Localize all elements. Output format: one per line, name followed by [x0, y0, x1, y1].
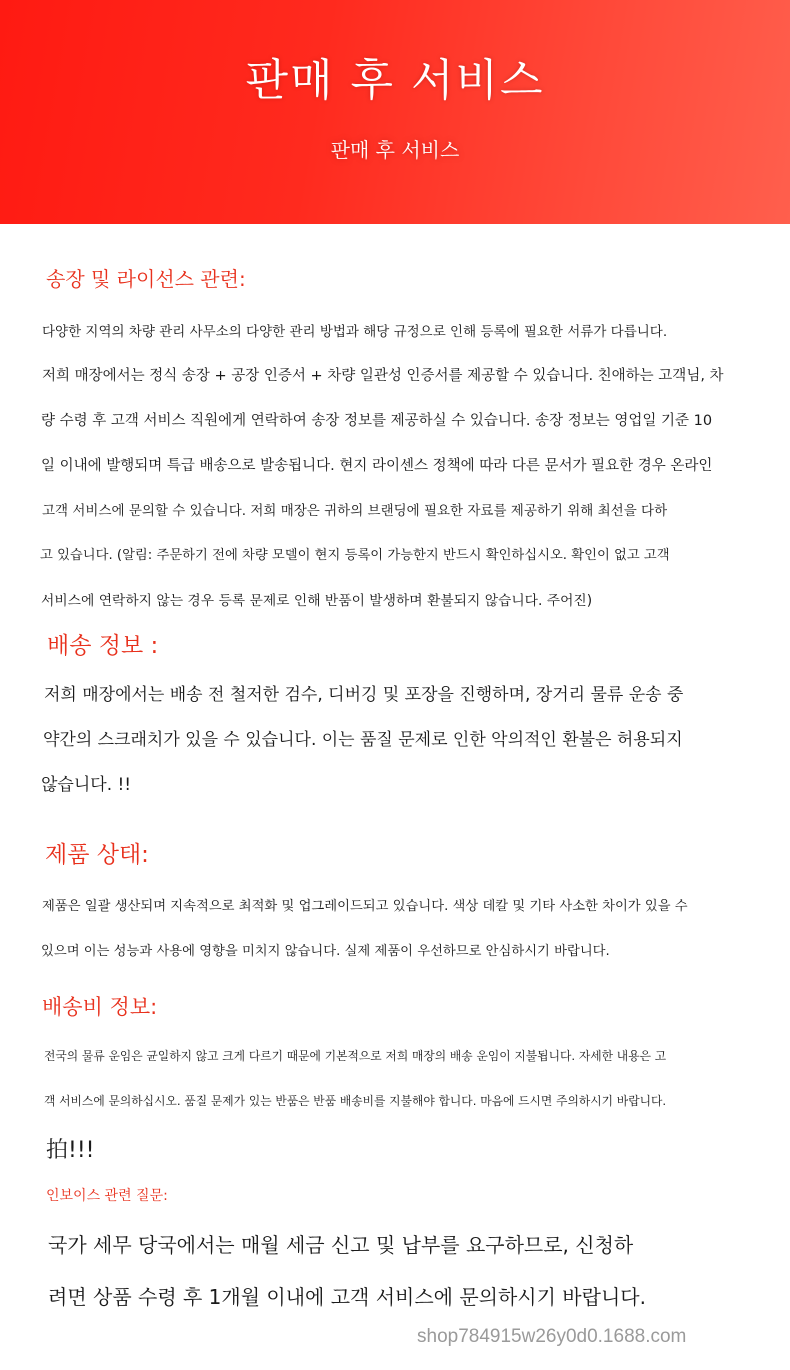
paragraph-line: 제품은 일괄 생산되며 지속적으로 최적화 및 업그레이드되고 있습니다. 색상 데칼 및 기타 사소한 차이가 있을 수	[42, 899, 688, 914]
paragraph-line: 저희 매장에서는 정식 송장 + 공장 인증서 + 차량 일관성 인증서를 제공할 수 있습니다. 친애하는 고객님, 차	[42, 368, 724, 384]
paragraph-line: 전국의 물류 운임은 균일하지 않고 크게 다르기 때문에 기본적으로 저희 매장의 배송 운임이 지불됩니다. 자세한 내용은 고	[44, 1049, 667, 1063]
header-banner	[0, 0, 790, 224]
section-heading-invoice-questions: 인보이스 관련 질문:	[46, 1188, 168, 1204]
paragraph-line: 객 서비스에 문의하십시오. 품질 문제가 있는 반품은 반품 배송비를 지불해야 합니다. 마음에 드시면 주의하시기 바랍니다.	[44, 1094, 667, 1108]
section-heading-shipping-fee: 배송비 정보:	[42, 995, 158, 1019]
paragraph-line: 약간의 스크래치가 있을 수 있습니다. 이는 품질 문제로 인한 악의적인 환불은 허용되지	[43, 730, 683, 750]
paragraph-line: 서비스에 연락하지 않는 경우 등록 문제로 인해 반품이 발생하며 환불되지 않습니다. 주어진)	[41, 593, 593, 609]
section-heading-product-condition: 제품 상태:	[45, 842, 149, 868]
shop-watermark: shop784915w26y0d0.1688.com	[417, 1326, 687, 1347]
paragraph-line: 저희 매장에서는 배송 전 철저한 검수, 디버깅 및 포장을 진행하며, 장거리 물류 운송 중	[44, 685, 684, 705]
paragraph-line: 일 이내에 발행되며 특급 배송으로 발송됩니다. 현지 라이센스 정책에 따라 다른 문서가 필요한 경우 온라인	[41, 458, 713, 474]
paragraph-line: 있으며 이는 성능과 사용에 영향을 미치지 않습니다. 실제 제품이 우선하므로 안심하시기 바랍니다.	[41, 944, 610, 959]
paragraph-line: 고 있습니다. (알림: 주문하기 전에 차량 모델이 현지 등록이 가능한지 반드시 확인하십시오. 확인이 없고 고객	[40, 548, 670, 563]
exclamation-text: 拍!!!	[46, 1138, 95, 1163]
banner-title: 판매 후 서비스	[245, 55, 545, 106]
paragraph-line: 국가 세무 당국에서는 매월 세금 신고 및 납부를 요구하므로, 신청하	[48, 1233, 634, 1257]
paragraph-line: 다양한 지역의 차량 관리 사무소의 다양한 관리 방법과 해당 규정으로 인해 등록에 필요한 서류가 다릅니다.	[42, 324, 668, 340]
banner-subtitle: 판매 후 서비스	[330, 138, 460, 162]
paragraph-line: 고객 서비스에 문의할 수 있습니다. 저희 매장은 귀하의 브랜딩에 필요한 자료를 제공하기 위해 최선을 다하	[42, 503, 668, 519]
paragraph-line: 려면 상품 수령 후 1개월 이내에 고객 서비스에 문의하시기 바랍니다.	[48, 1285, 646, 1309]
paragraph-line: 량 수령 후 고객 서비스 직원에게 연락하여 송장 정보를 제공하실 수 있습니다. 송장 정보는 영업일 기준 10	[41, 413, 713, 429]
section-heading-delivery: 배송 정보 :	[47, 633, 159, 659]
section-heading-invoice-license: 송장 및 라이선스 관련:	[46, 267, 246, 291]
paragraph-line: 않습니다. !!	[41, 775, 132, 795]
